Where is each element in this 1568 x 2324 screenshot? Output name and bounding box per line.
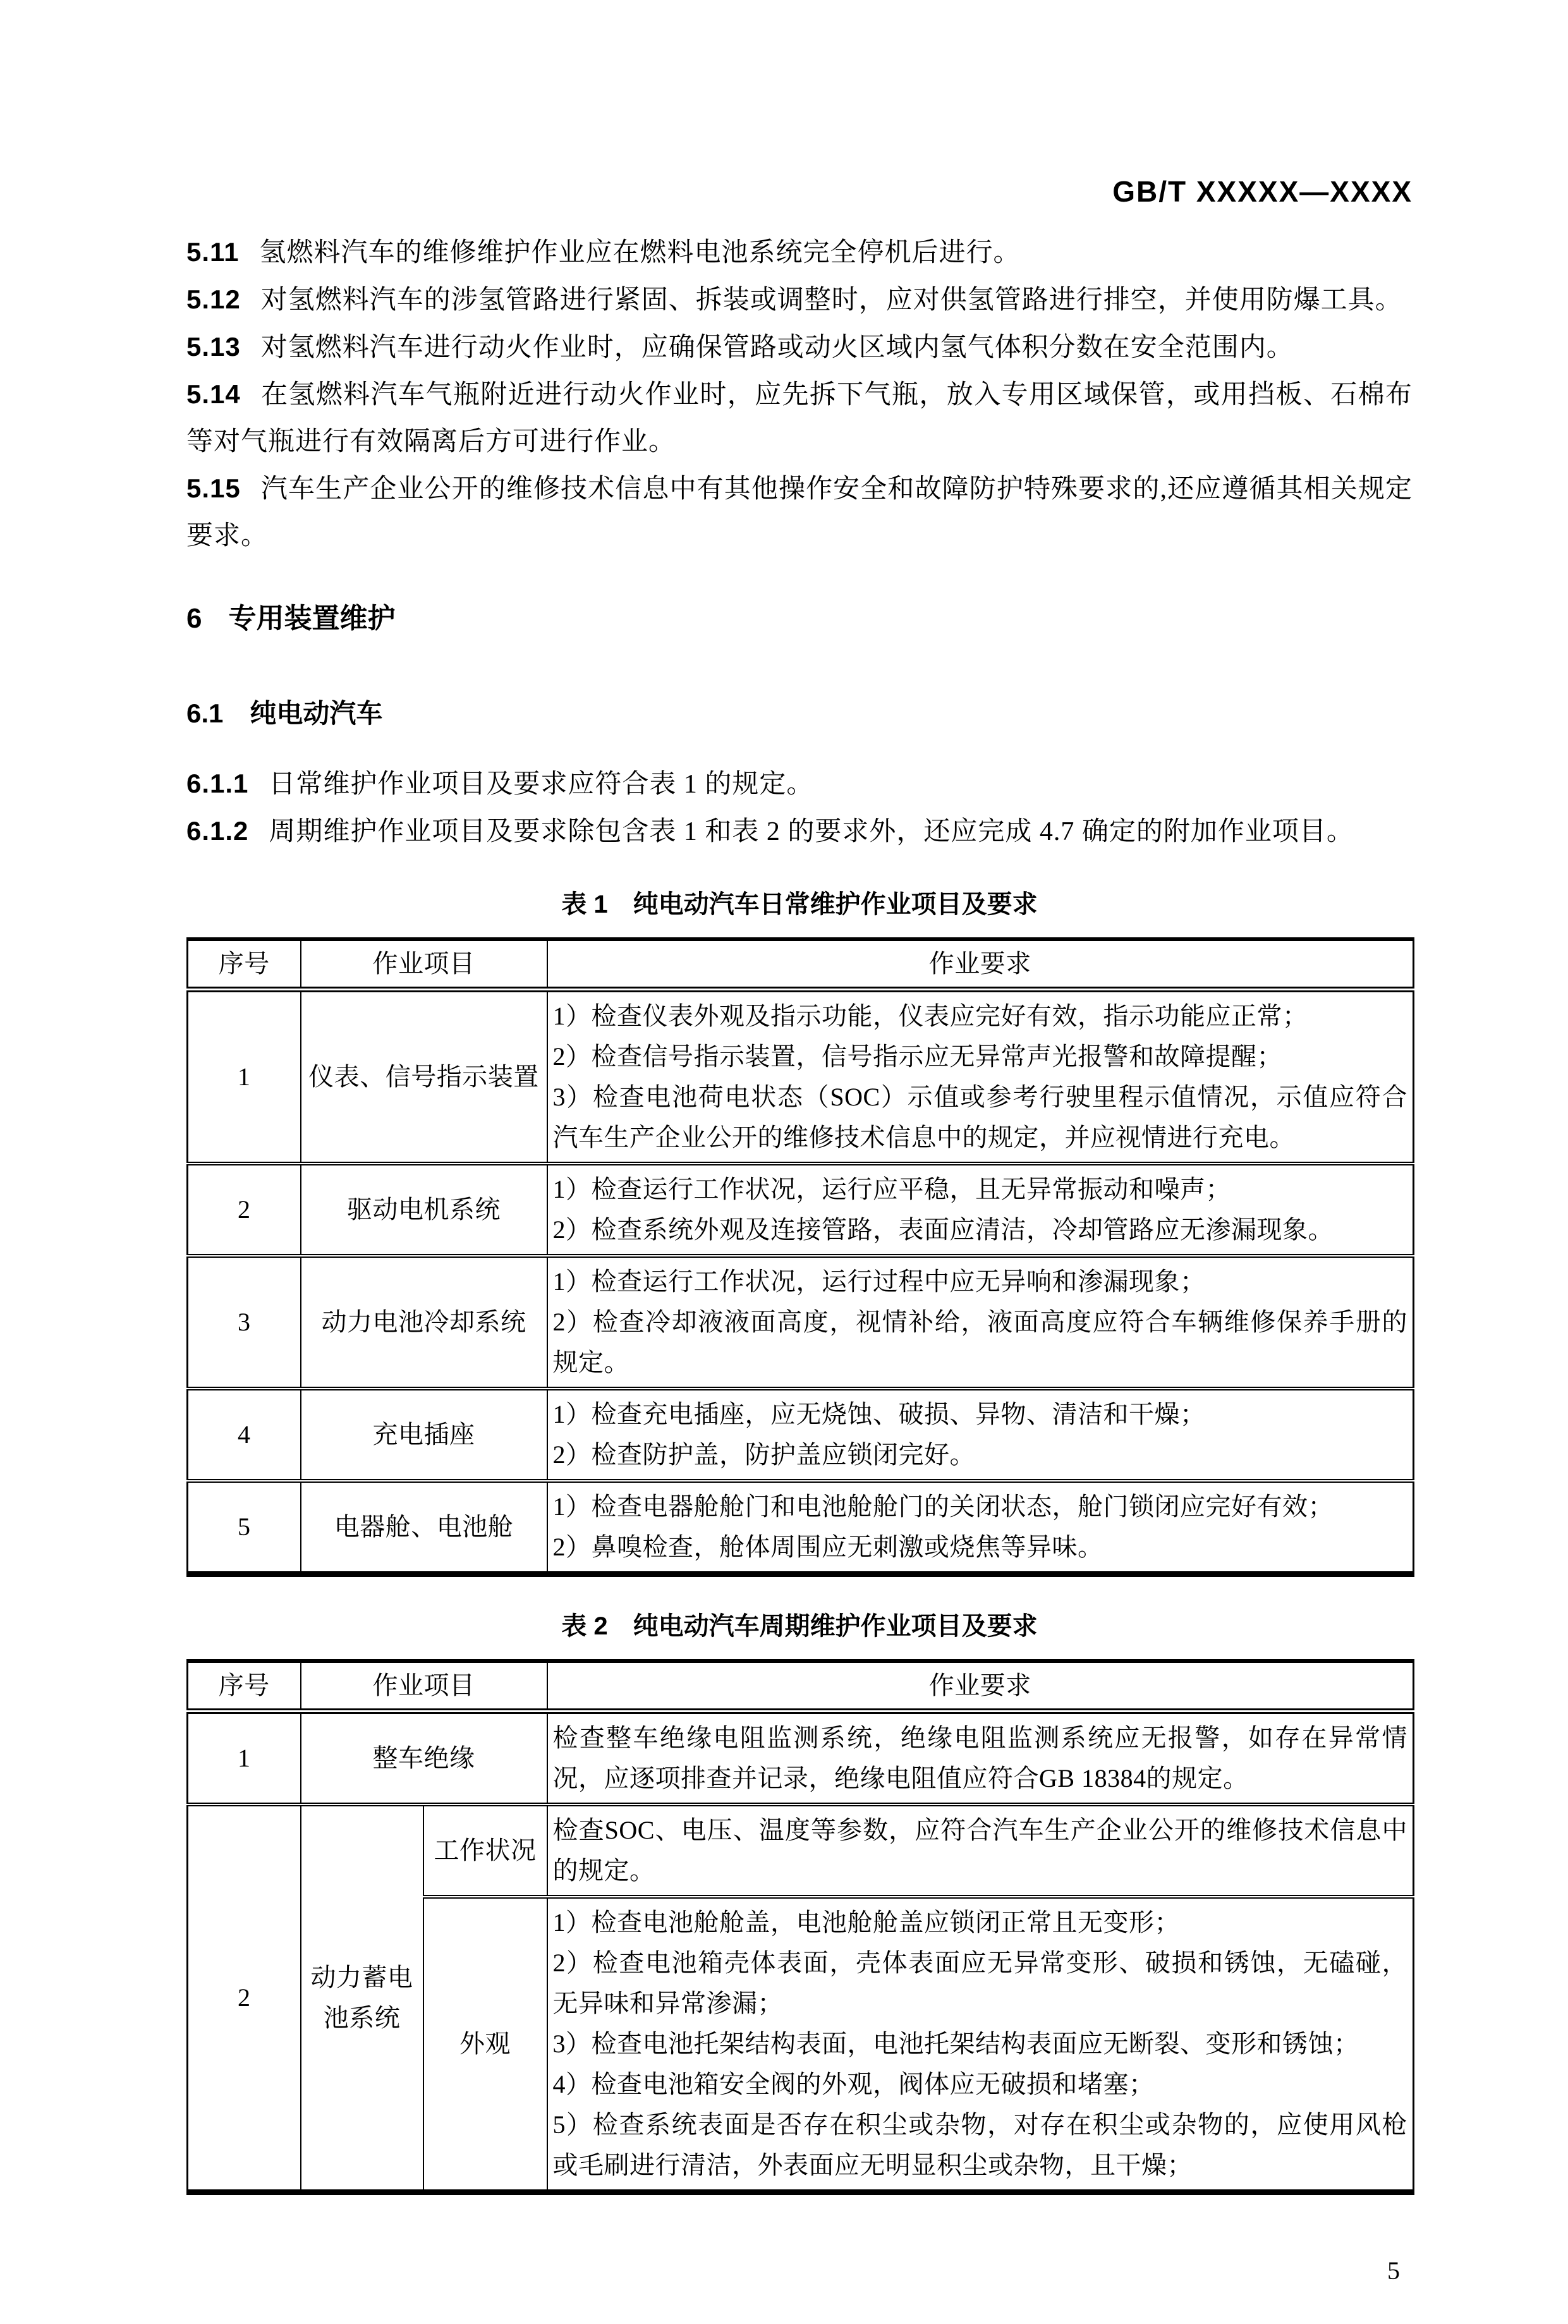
requirement-line: 2）检查信号指示装置，信号指示应无异常声光报警和故障提醒； xyxy=(552,1042,1282,1071)
table-row xyxy=(188,1389,1414,1481)
clause-text: 汽车生产企业公开的维修技术信息中有其他操作安全和故障防护特殊要求的,还应遵循其相关规定要求。 xyxy=(186,475,1413,551)
clause-6-1-1 xyxy=(186,760,1413,808)
clause-5-11 xyxy=(186,229,1413,276)
clause-number: 5.13 xyxy=(186,332,241,362)
row-seq: 1 xyxy=(188,990,301,1164)
clause-text: 氢燃料汽车的维修维护作业应在燃料电池系统完全停机后进行。 xyxy=(259,238,1021,267)
clause-text: 对氢燃料汽车进行动火作业时，应确保管路或动火区域内氢气体积分数在安全范围内。 xyxy=(260,333,1294,362)
page-number: 5 xyxy=(1387,2256,1400,2285)
requirement-line: 2）检查防护盖，防护盖应锁闭完好。 xyxy=(552,1440,975,1469)
table-row xyxy=(188,1256,1414,1389)
col-header-item: 作业项目 xyxy=(301,939,547,990)
col-header-seq: 序号 xyxy=(188,939,301,990)
table-1-caption: 表 1 纯电动汽车日常维护作业项目及要求 xyxy=(561,891,1038,918)
section-number: 6.1 xyxy=(186,698,224,728)
requirement-line: 2）检查电池箱壳体表面，壳体表面应无异常变形、破损和锈蚀，无磕碰，无异味和异常渗漏； xyxy=(552,1949,1407,2017)
clause-number: 5.14 xyxy=(186,379,241,409)
table-1-header-row xyxy=(188,939,1414,990)
requirement-line: 1）检查运行工作状况，运行应平稳，且无异常振动和噪声； xyxy=(552,1175,1231,1203)
row-seq: 2 xyxy=(188,1164,301,1256)
clause-number: 6.1.2 xyxy=(186,816,249,846)
clause-text: 日常维护作业项目及要求应符合表 1 的规定。 xyxy=(269,770,814,799)
row-item: 仪表、信号指示装置 xyxy=(301,990,547,1164)
section-title: 专用装置维护 xyxy=(228,603,396,634)
row-item: 动力蓄电池系统 xyxy=(301,1804,423,2193)
row-subitem-appearance: 外观 xyxy=(423,1897,547,2193)
row-item: 整车绝缘 xyxy=(301,1712,547,1805)
row-item: 充电插座 xyxy=(301,1389,547,1481)
table-row xyxy=(188,1481,1414,1574)
section-number: 6 xyxy=(186,603,202,634)
row-seq: 1 xyxy=(188,1712,301,1805)
row-requirements xyxy=(547,1256,1414,1389)
requirement-line: 4）检查电池箱安全阀的外观，阀体应无破损和堵塞； xyxy=(552,2070,1155,2098)
row-item: 电器舱、电池舱 xyxy=(301,1481,547,1574)
row-seq: 3 xyxy=(188,1256,301,1389)
row-requirements xyxy=(547,1164,1414,1256)
clause-number: 5.15 xyxy=(186,473,241,503)
requirement-line: 2）检查冷却液液面高度，视情补给，液面高度应符合车辆维修保养手册的规定。 xyxy=(552,1308,1407,1377)
table-row xyxy=(188,1712,1414,1805)
doc-code: GB/T XXXXX—XXXX xyxy=(1112,175,1413,208)
clause-text: 对氢燃料汽车的涉氢管路进行紧固、拆装或调整时，应对供氢管路进行排空，并使用防爆工具。 xyxy=(260,286,1402,315)
row-requirements xyxy=(547,1481,1414,1574)
col-header-req: 作业要求 xyxy=(547,939,1414,990)
requirement-line: 检查SOC、电压、温度等参数，应符合汽车生产企业公开的维修技术信息中的规定。 xyxy=(552,1816,1407,1885)
requirement-line: 2）检查系统外观及连接管路，表面应清洁，冷却管路应无渗漏现象。 xyxy=(552,1215,1334,1244)
clause-5-15 xyxy=(186,465,1413,559)
requirement-line: 2）鼻嗅检查，舱体周围应无刺激或烧焦等异味。 xyxy=(552,1533,1103,1561)
clause-text: 在氢燃料汽车气瓶附近进行动火作业时，应先拆下气瓶，放入专用区域保管，或用挡板、石棉布等对气瓶进行有效隔离后方可进行作业。 xyxy=(186,380,1413,456)
requirement-line: 1）检查充电插座，应无烧蚀、破损、异物、清洁和干燥； xyxy=(552,1400,1206,1428)
requirement-line: 1）检查运行工作状况，运行过程中应无异响和渗漏现象； xyxy=(552,1267,1206,1296)
requirement-line: 1）检查电池舱舱盖，电池舱舱盖应锁闭正常且无变形； xyxy=(552,1908,1180,1937)
clause-text: 周期维护作业项目及要求除包含表 1 和表 2 的要求外，还应完成 4.7 确定的附加作业项目。 xyxy=(269,817,1354,846)
section-title: 纯电动汽车 xyxy=(250,698,383,728)
table-row xyxy=(188,1804,1414,1897)
row-requirements xyxy=(547,1897,1414,2193)
clause-5-13 xyxy=(186,324,1413,371)
clause-number: 5.11 xyxy=(186,237,240,267)
page-content xyxy=(186,0,1413,2324)
section-6-1-heading xyxy=(186,696,1413,731)
requirement-line: 检查整车绝缘电阻监测系统，绝缘电阻监测系统应无报警，如存在异常情况，应逐项排查并记录，绝缘电阻值应符合GB 18384的规定。 xyxy=(552,1724,1407,1792)
table-1 xyxy=(186,937,1414,1577)
clause-5-14 xyxy=(186,371,1413,465)
requirement-line: 3）检查电池托架结构表面，电池托架结构表面应无断裂、变形和锈蚀； xyxy=(552,2029,1359,2058)
clause-number: 5.12 xyxy=(186,284,241,314)
row-item: 动力电池冷却系统 xyxy=(301,1256,547,1389)
table-2-header-row xyxy=(188,1661,1414,1712)
requirement-line: 3）检查电池荷电状态（SOC）示值或参考行驶里程示值情况，示值应符合汽车生产企业公开的维修技术信息中的规定，并应视情进行充电。 xyxy=(552,1083,1407,1152)
requirement-line: 1）检查电器舱舱门和电池舱舱门的关闭状态，舱门锁闭应完好有效； xyxy=(552,1492,1334,1521)
row-requirements xyxy=(547,1712,1414,1805)
table-row xyxy=(188,1164,1414,1256)
row-seq: 4 xyxy=(188,1389,301,1481)
row-requirements xyxy=(547,1804,1414,1897)
row-requirements xyxy=(547,1389,1414,1481)
table-row xyxy=(188,990,1414,1164)
requirement-line: 1）检查仪表外观及指示功能，仪表应完好有效，指示功能应正常； xyxy=(552,1002,1308,1030)
row-subitem-condition: 工作状况 xyxy=(423,1804,547,1897)
col-header-seq: 序号 xyxy=(188,1661,301,1712)
table-2-caption: 表 2 纯电动汽车周期维护作业项目及要求 xyxy=(561,1612,1038,1640)
clause-number: 6.1.1 xyxy=(186,769,249,798)
clause-6-1-2 xyxy=(186,808,1413,855)
clause-5-12 xyxy=(186,276,1413,324)
col-header-req: 作业要求 xyxy=(547,1661,1414,1712)
row-seq: 2 xyxy=(188,1804,301,2193)
row-requirements xyxy=(547,990,1414,1164)
table-2 xyxy=(186,1659,1414,2195)
col-header-item: 作业项目 xyxy=(301,1661,547,1712)
section-6-heading xyxy=(186,600,1413,638)
requirement-line: 5）检查系统表面是否存在积尘或杂物，对存在积尘或杂物的，应使用风枪或毛刷进行清洁，外表面应无明显积尘或杂物，且干燥； xyxy=(552,2110,1407,2179)
row-item: 驱动电机系统 xyxy=(301,1164,547,1256)
row-seq: 5 xyxy=(188,1481,301,1574)
